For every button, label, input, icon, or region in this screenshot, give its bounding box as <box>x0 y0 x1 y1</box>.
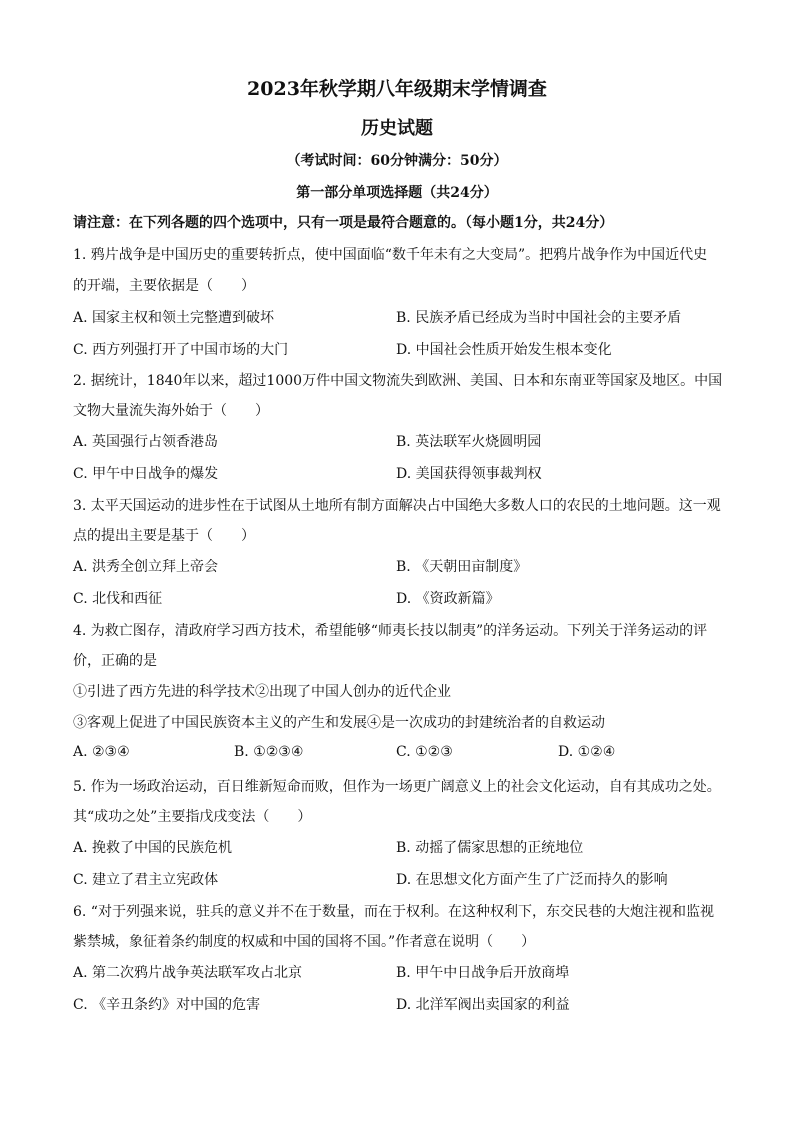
option-c: C. ①②③ <box>396 744 453 760</box>
question-text: 4. 为救亡图存，清政府学习西方技术，希望能够“师夷长技以制夷”的洋务运动。下列关于洋务运动的评 <box>73 623 708 639</box>
option-b: B. 动摇了儒家思想的正统地位 <box>396 840 584 856</box>
question-text: 6. “对于列强来说，驻兵的意义并不在于数量，而在于权利。在这种权利下，东交民巷的大炮注视和监视 <box>73 904 714 920</box>
option-c: C. 西方列强打开了中国市场的大门 <box>73 342 289 358</box>
question-statements: ①引进了西方先进的科学技术②出现了中国人创办的近代企业 <box>73 684 451 700</box>
option-a: A. ②③④ <box>73 744 130 760</box>
instructions: 请注意：在下列各题的四个选项中，只有一项是最符合题意的。（每小题1分，共24分） <box>73 215 614 231</box>
option-d: D. 《资政新篇》 <box>396 591 500 607</box>
option-a: A. 英国强行占领香港岛 <box>73 434 219 450</box>
option-d: D. 中国社会性质开始发生根本变化 <box>396 342 612 358</box>
option-d: D. 在思想文化方面产生了广泛而持久的影响 <box>396 872 668 888</box>
exam-title: 2023年秋学期八年级期末学情调查 <box>247 78 547 100</box>
option-a: A. 第二次鸦片战争英法联军攻占北京 <box>73 965 303 981</box>
question-text: 5. 作为一场政治运动，百日维新短命而败，但作为一场更广阔意义上的社会文化运动，自有其成功之处。 <box>73 779 721 795</box>
option-a: A. 国家主权和领土完整遭到破坏 <box>73 310 275 326</box>
question-text: 2. 据统计，1840年以来，超过1000万件中国文物流失到欧洲、美国、日本和东南亚等国家及地区。中国 <box>73 373 723 389</box>
question-text: 价，正确的是 <box>73 653 157 669</box>
question-text: 紫禁城，象征着条约制度的权威和中国的国将不国。”作者意在说明（ ） <box>73 934 536 950</box>
question-text: 文物大量流失海外始于（ ） <box>73 403 269 419</box>
option-c: C. 甲午中日战争的爆发 <box>73 466 219 482</box>
option-d: D. 北洋军阀出卖国家的利益 <box>396 997 570 1013</box>
question-text: 点的提出主要是基于（ ） <box>73 528 255 544</box>
question-text: 1. 鸦片战争是中国历史的重要转折点，使中国面临“数千年未有之大变局”。把鸦片战争作为中国近代史 <box>73 247 708 263</box>
option-c: C. 北伐和西征 <box>73 591 163 607</box>
question-text: 3. 太平天国运动的进步性在于试图从土地所有制方面解决占中国绝大多数人口的农民的土地问题。这一观 <box>73 498 721 514</box>
option-a: A. 洪秀全创立拜上帝会 <box>73 559 219 575</box>
question-text: 的开端，主要依据是（ ） <box>73 278 255 294</box>
question-statements: ③客观上促进了中国民族资本主义的产生和发展④是一次成功的封建统治者的自救运动 <box>73 715 605 731</box>
option-b: B. ①②③④ <box>234 744 304 760</box>
option-c: C. 《辛丑条约》对中国的危害 <box>73 997 261 1013</box>
question-text: 其“成功之处”主要指戊戌变法（ ） <box>73 809 312 825</box>
option-c: C. 建立了君主立宪政体 <box>73 872 219 888</box>
exam-info: （考试时间：60分钟满分：50分） <box>286 153 508 169</box>
option-b: B. 甲午中日战争后开放商埠 <box>396 965 570 981</box>
option-b: B. 英法联军火烧圆明园 <box>396 434 542 450</box>
option-d: D. 美国获得领事裁判权 <box>396 466 542 482</box>
option-d: D. ①②④ <box>558 744 616 760</box>
option-a: A. 挽救了中国的民族危机 <box>73 840 233 856</box>
subject-title: 历史试题 <box>361 118 433 139</box>
section-title: 第一部分单项选择题（共24分） <box>296 185 498 201</box>
option-b: B. 民族矛盾已经成为当时中国社会的主要矛盾 <box>396 310 682 326</box>
option-b: B. 《天朝田亩制度》 <box>396 559 528 575</box>
